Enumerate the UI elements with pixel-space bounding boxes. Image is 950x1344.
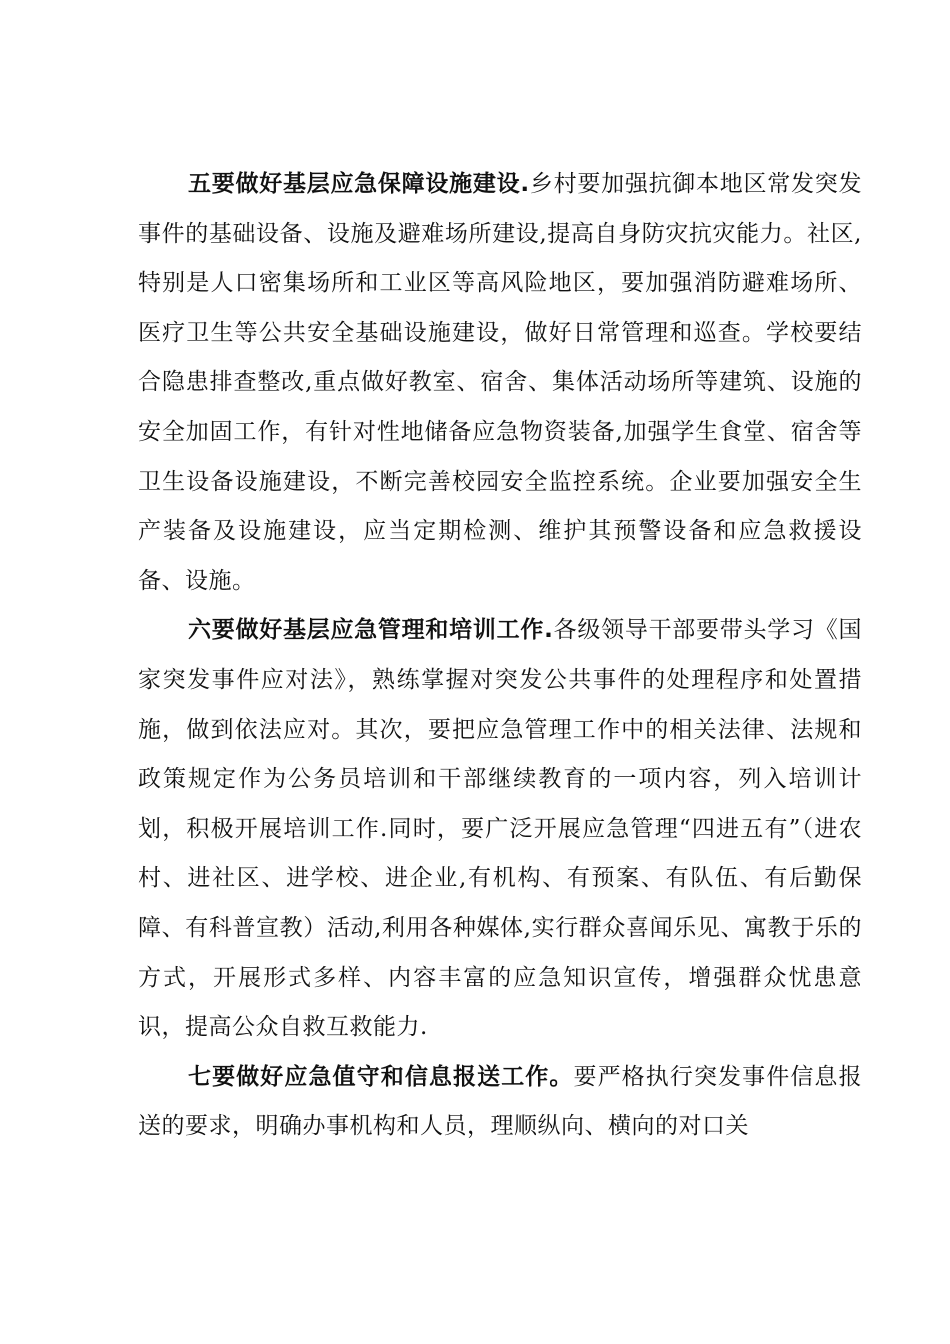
paragraph-6: [138, 606, 862, 1052]
document-page: [138, 160, 862, 1152]
paragraph-5-heading: 五要做好基层应急保障设施建设.: [188, 171, 530, 197]
paragraph-6-body: 各级领导干部要带头学习《国家突发事件应对法》，熟练掌握对突发公共事件的处理程序和处置措施，做到依法应对。其次，要把应急管理工作中的相关法律、法规和政策规定作为公务员培训和干部继续教育的一项内容，列入培训计划，积极开展培训工作.同时，要广泛开展应急管理“四进五有”（进农村、进社区、进学校、进企业,有机构、有预案、有队伍、有后勤保障、有科普宣教）活动,利用各种媒体,实行群众喜闻乐见、寓教于乐的方式，开展形式多样、内容丰富的应急知识宣传，增强群众忧患意识，提高公众自救互救能力.: [138, 617, 862, 1041]
paragraph-7: [138, 1053, 862, 1152]
paragraph-5: [138, 160, 862, 606]
paragraph-7-body: 要严格执行突发事件信息报送的要求，明确办事机构和人员，理顺纵向、横向的对口关: [138, 1063, 863, 1140]
paragraph-5-body: 乡村要加强抗御本地区常发突发事件的基础设备、设施及避难场所建设,提高自身防灾抗灾能力。社区,特别是人口密集场所和工业区等高风险地区，要加强消防避难场所、医疗卫生等公共安全基础设施建设，做好日常管理和巡查。学校要结合隐患排查整改,重点做好教室、宿舍、集体活动场所等建筑、设施的安全加固工作，有针对性地储备应急物资装备,加强学生食堂、宿舍等卫生设备设施建设，不断完善校园安全监控系统。企业要加强安全生产装备及设施建设，应当定期检测、维护其预警设备和应急救援设备、设施。: [138, 171, 863, 594]
paragraph-6-heading: 六要做好基层应急管理和培训工作.: [188, 617, 554, 644]
paragraph-7-heading: 七要做好应急值守和信息报送工作。: [188, 1063, 574, 1090]
